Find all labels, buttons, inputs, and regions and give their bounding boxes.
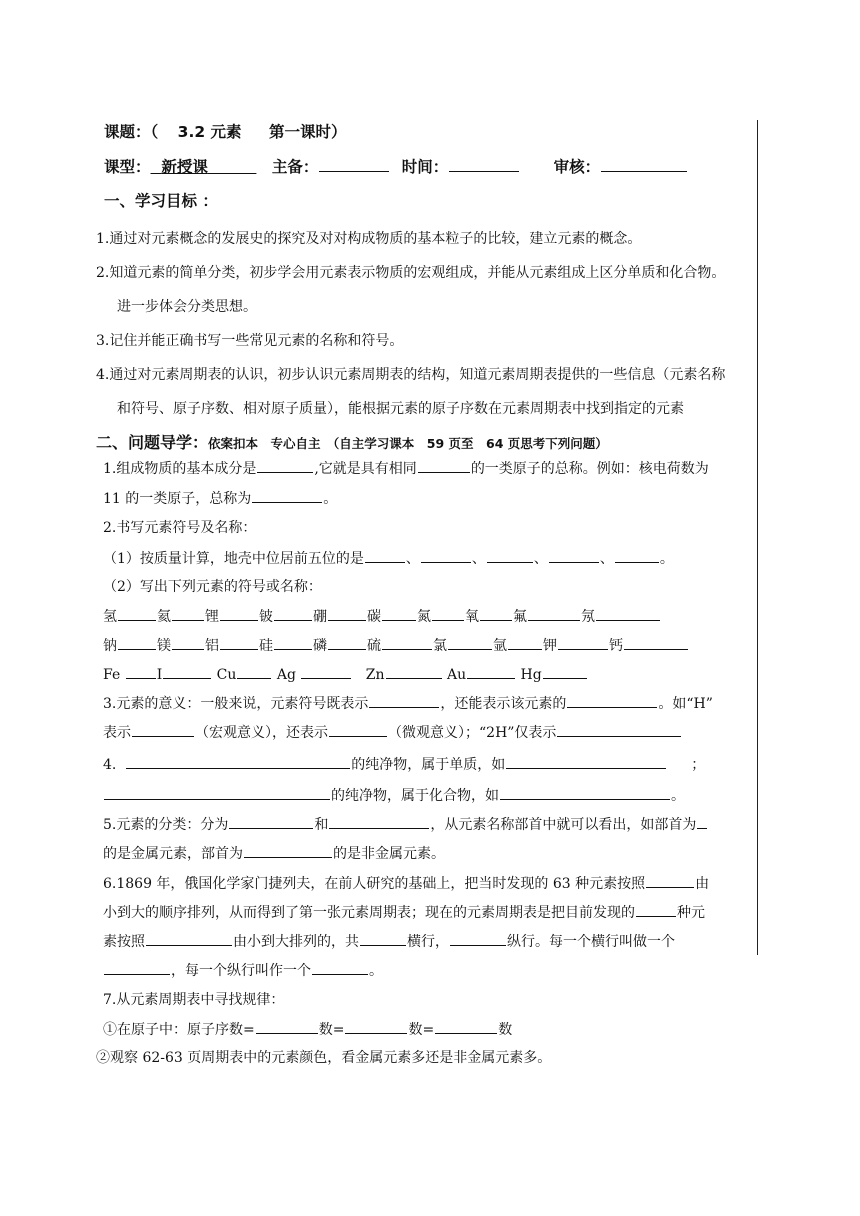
answer-blank[interactable] <box>386 664 442 679</box>
answer-blank[interactable] <box>596 606 660 621</box>
objective-2: 2.知道元素的简单分类，初步学会用元素表示物质的宏观组成，并能从元素组成上区分单质和化合物。 <box>96 265 726 281</box>
type-label: 课型： <box>104 158 151 176</box>
answer-blank[interactable] <box>118 635 156 650</box>
q4-line1: 4. 的纯净物，属于单质，如 ； <box>103 754 705 775</box>
answer-blank[interactable] <box>301 664 351 679</box>
section2-subtitle: 依案扣本 专心自主 （自主学习课本 59 页至 64 页思考下列问题） <box>208 436 608 451</box>
section2-heading <box>96 433 608 454</box>
answer-blank[interactable] <box>172 606 204 621</box>
q3-line1: 3.元素的意义：一般来说，元素符号既表示 ，还能表示该元素的 。如“H” <box>103 693 713 714</box>
answer-blank[interactable] <box>256 1019 318 1034</box>
objective-1: 1.通过对元素概念的发展史的探究及对对构成物质的基本粒子的比较，建立元素的概念。 <box>96 231 642 247</box>
q7-title: 7.从元素周期表中寻找规律： <box>103 992 285 1008</box>
answer-blank[interactable] <box>104 785 330 800</box>
answer-blank[interactable] <box>543 664 587 679</box>
answer-blank[interactable] <box>274 635 312 650</box>
answer-blank[interactable] <box>329 814 429 829</box>
section1-heading: 一、学习目标 ： <box>104 192 218 210</box>
q6-line4: ，每一个纵行叫作一个 。 <box>103 960 383 981</box>
answer-blank[interactable] <box>118 606 156 621</box>
answer-blank[interactable] <box>467 664 515 679</box>
answer-blank[interactable] <box>567 693 657 708</box>
answer-blank[interactable] <box>237 664 271 679</box>
element-row-3: Fe I Cu Ag Zn Au Hg <box>103 664 588 685</box>
answer-blank[interactable] <box>220 635 258 650</box>
answer-blank[interactable] <box>328 606 366 621</box>
title-topic: 3.2 元素 <box>177 123 242 141</box>
objective-4: 4.通过对元素周期表的认识，初步认识元素周期表的结构，知道元素周期表提供的一些信息（元素名称 <box>96 367 726 383</box>
q2-blank-3[interactable] <box>487 548 533 563</box>
q1-blank-1[interactable] <box>257 458 313 473</box>
answer-blank[interactable] <box>624 635 688 650</box>
review-field[interactable] <box>601 157 687 172</box>
q7-part1: ①在原子中：原子序数= 数= 数= 数 <box>103 1019 512 1040</box>
answer-blank[interactable] <box>360 931 406 946</box>
prep-field[interactable] <box>319 157 389 172</box>
answer-blank[interactable] <box>274 606 312 621</box>
answer-blank[interactable] <box>450 931 506 946</box>
answer-blank[interactable] <box>132 722 194 737</box>
answer-blank[interactable] <box>697 814 707 829</box>
element-row-2: 钠 镁 铝 硅 磷 硫 氯 氩 钾 钙 <box>103 635 689 656</box>
answer-blank[interactable] <box>163 664 211 679</box>
answer-blank[interactable] <box>172 635 204 650</box>
answer-blank[interactable] <box>220 606 258 621</box>
q3-line2: 表示 （宏观意义），还表示 （微观意义）；“2H”仅表示 <box>103 722 682 743</box>
answer-blank[interactable] <box>500 785 670 800</box>
q2-blank-5[interactable] <box>615 548 659 563</box>
answer-blank[interactable] <box>126 664 156 679</box>
answer-blank[interactable] <box>382 635 432 650</box>
q7-part2: ②观察 62-63 页周期表中的元素颜色，看金属元素多还是非金属元素多。 <box>96 1050 552 1066</box>
answer-blank[interactable] <box>558 635 608 650</box>
answer-blank[interactable] <box>636 902 676 917</box>
q2-blank-4[interactable] <box>549 548 599 563</box>
time-field[interactable] <box>449 157 519 172</box>
q2-title: 2.书写元素符号及名称： <box>103 520 257 536</box>
answer-blank[interactable] <box>435 1019 497 1034</box>
answer-blank[interactable] <box>432 606 464 621</box>
q6-line1: 6.1869 年，俄国化学家门捷列夫，在前人研究的基础上，把当时发现的 63 种元素按照 由 <box>103 873 709 894</box>
answer-blank[interactable] <box>369 693 439 708</box>
lesson-meta <box>104 157 688 177</box>
q1-line2: 11 的一类原子，总称为 。 <box>103 488 337 509</box>
answer-blank[interactable] <box>329 722 387 737</box>
answer-blank[interactable] <box>528 606 580 621</box>
page-margin-line <box>757 120 758 955</box>
q2-part1: （1）按质量计算，地壳中位居前五位的是 、 、 、 、 。 <box>103 548 674 569</box>
q5-line2: 的是金属元素，部首为 的是非金属元素。 <box>103 843 445 864</box>
element-row-1: 氢 氦 锂 铍 硼 碳 氮 氧 氟 氖 <box>103 606 661 627</box>
q1-blank-2[interactable] <box>418 458 470 473</box>
q1-blank-3[interactable] <box>252 488 322 503</box>
objective-4-cont: 和符号、原子序数、相对原子质量），能根据元素的原子序数在元素周期表中找到指定的元素 <box>117 401 684 417</box>
objective-3: 3.记住并能正确书写一些常见元素的名称和符号。 <box>96 333 404 349</box>
answer-blank[interactable] <box>328 635 366 650</box>
answer-blank[interactable] <box>312 960 368 975</box>
answer-blank[interactable] <box>646 873 694 888</box>
answer-blank[interactable] <box>146 931 232 946</box>
answer-blank[interactable] <box>126 754 350 769</box>
q4-line2: 的纯净物，属于化合物，如 。 <box>103 785 685 806</box>
title-label: 课题：（ <box>104 123 159 141</box>
answer-blank[interactable] <box>104 960 170 975</box>
answer-blank[interactable] <box>480 606 512 621</box>
q2-part2: （2）写出下列元素的符号或名称： <box>103 579 322 595</box>
answer-blank[interactable] <box>506 754 666 769</box>
q5-line1: 5.元素的分类：分为 和 ，从元素名称部首中就可以看出，如部首为 <box>103 814 708 835</box>
review-label: 审核： <box>553 158 601 176</box>
section2-title: 二、问题导学： <box>96 433 209 452</box>
objective-2-cont: 进一步体会分类思想。 <box>117 299 257 315</box>
answer-blank[interactable] <box>557 722 681 737</box>
q6-line2: 小到大的顺序排列，从而得到了第一张元素周期表；现在的元素周期表是把目前发现的 种元 <box>103 902 705 923</box>
q2-blank-1[interactable] <box>365 548 405 563</box>
answer-blank[interactable] <box>382 606 416 621</box>
answer-blank[interactable] <box>448 635 492 650</box>
prep-label: 主备： <box>271 158 319 176</box>
answer-blank[interactable] <box>229 814 313 829</box>
answer-blank[interactable] <box>508 635 542 650</box>
q1-line1: 1.组成物质的基本成分是 ,它就是具有相同 的一类原子的总称。例如：核电荷数为 <box>103 458 709 479</box>
answer-blank[interactable] <box>345 1019 407 1034</box>
q6-line3: 素按照 由小到大排列的，共 横行， 纵行。每一个横行叫做一个 <box>103 931 675 952</box>
title-lesson: 第一课时） <box>268 123 347 141</box>
answer-blank[interactable] <box>244 843 332 858</box>
q2-blank-2[interactable] <box>421 548 471 563</box>
time-label: 时间： <box>401 158 449 176</box>
lesson-title <box>104 122 346 142</box>
type-value: 新授课 <box>161 158 208 176</box>
